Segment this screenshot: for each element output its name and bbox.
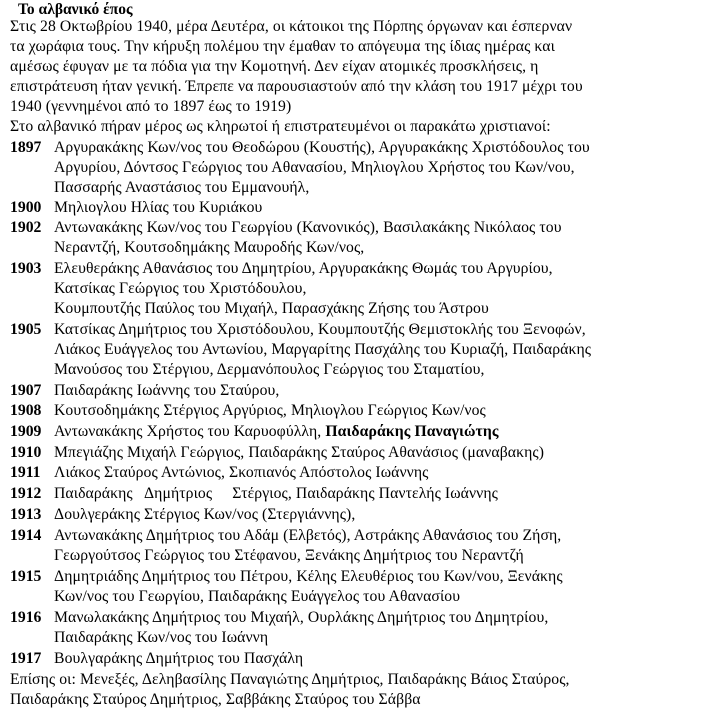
entry-line: Πασσαρής Αναστάσιος του Εμμανουήλ, bbox=[54, 179, 310, 196]
entry-line: Αργυρακάκης Κων/νος του Θεοδώρου (Κουστής), Αργυρακάκης Χριστόδουλος του bbox=[54, 139, 590, 156]
entry-line: Κατσίκας Γεώργιος του Χριστόδουλου, bbox=[54, 280, 307, 297]
entry-line: Βουλγαράκης Δημήτριος του Πασχάλη bbox=[54, 650, 304, 667]
year-label: 1903 bbox=[10, 260, 42, 277]
year-label: 1902 bbox=[10, 219, 42, 236]
entry-line: Παιδαράκης Δημήτριος Στέργιος, Παιδαράκης Παντελής Ιωάννης bbox=[54, 485, 498, 502]
year-label: 1908 bbox=[10, 402, 42, 419]
intro-line: Στις 28 Οκτωβρίου 1940, μέρα Δευτέρα, οι κάτοικοι της Πόρπης όργωναν και έσπερναν bbox=[10, 18, 573, 35]
entry-line: Κων/νος του Γεωργίου, Παιδαράκης Ευάγγελος του Αθανασίου bbox=[54, 588, 461, 605]
year-label: 1913 bbox=[10, 506, 42, 523]
year-label: 1912 bbox=[10, 485, 42, 502]
year-label: 1917 bbox=[10, 650, 42, 667]
year-label: 1909 bbox=[10, 423, 42, 440]
entry-line: Κουτσοδημάκης Στέργιος Αργύριος, Μηλιογλου Γεώργιος Κων/νος bbox=[54, 402, 486, 419]
intro-line: 1940 (γεννημένοι από το 1897 έως το 1919) bbox=[10, 98, 292, 115]
entry-line: Δουλγεράκης Στέργιος Κων/νος (Στεργιάννης), bbox=[54, 506, 356, 523]
year-label: 1897 bbox=[10, 139, 42, 156]
entry-line: Παιδαράκης Κων/νος του Ιωάννη bbox=[54, 629, 269, 646]
entry-line: Νεραντζή, Κουτσοδημάκης Μαυροδής Κων/νος, bbox=[54, 239, 365, 256]
year-label: 1910 bbox=[10, 444, 42, 461]
entry-line: Αντωνακάκης Δημήτριος του Αδάμ (Ελβετός), Αστράκης Αθανάσιος του Ζήση, bbox=[54, 527, 562, 544]
entry-line: Μανούσος του Στέργιου, Δερμανόπουλος Γεώργιος του Σταματίου, bbox=[54, 361, 485, 378]
entry-line: Λιάκος Ευάγγελος του Αντωνίου, Μαργαρίτης Πασχάλης του Κυριαζή, Παιδαράκης bbox=[54, 341, 592, 358]
closing-line: Παιδαράκης Σταύρος Δημήτριος, Σαββάκης Σταύρος του Σάββα bbox=[10, 691, 421, 708]
entry-line: Δημητριάδης Δημήτριος του Πέτρου, Κέλης Ελευθέριος του Κων/νου, Ξενάκης bbox=[54, 568, 563, 585]
entry-text: Αντωνακάκης Χρήστος του Καρυοφύλλη, bbox=[54, 423, 326, 440]
intro-line: Στο αλβανικό πήραν μέρος ως κληρωτοί ή επιστρατευμένοι οι παρακάτω χριστιανοί: bbox=[10, 118, 551, 135]
entry-line: Μανωλακάκης Δημήτριος του Μιχαήλ, Ουρλάκης Δημήτριος του Δημητρίου, bbox=[54, 609, 549, 626]
intro-line: επιστράτευση ήταν γενική. Έπρεπε να παρουσιαστούν από την κλάση του 1917 μέχρι του bbox=[10, 78, 583, 95]
year-label: 1907 bbox=[10, 382, 42, 399]
entry-line: Γεωργούτσος Γεώργιος του Στέφανου, Ξενάκης Δημήτριος του Νεραντζή bbox=[54, 547, 524, 564]
year-label: 1915 bbox=[10, 568, 42, 585]
entry-line: Αργυρίου, Δόντσος Γεώργιος του Αθανασίου, Μηλιογλου Χρήστος του Κων/νου, bbox=[54, 159, 575, 176]
highlighted-name: Παιδαράκης Παναγιώτης bbox=[325, 423, 499, 440]
year-label: 1916 bbox=[10, 609, 42, 626]
year-label: 1900 bbox=[10, 199, 42, 216]
entry-line: Μπεγιάζης Μιχαήλ Γεώργιος, Παιδαράκης Σταύρος Αθανάσιος (μαναβακης) bbox=[54, 444, 545, 461]
year-label: 1914 bbox=[10, 527, 42, 544]
year-label: 1911 bbox=[10, 464, 41, 481]
entry-line: Μηλιογλου Ηλίας του Κυριάκου bbox=[54, 199, 263, 216]
intro-line: τα χωράφια τους. Την κήρυξη πολέμου την έμαθαν το απόγευμα της ίδιας ημέρας και bbox=[10, 38, 555, 55]
entry-line: Κουμπουτζής Παύλος του Μιχαήλ, Παρασχάκης Ζήσης του Άστρου bbox=[54, 300, 489, 317]
document-title: Το αλβανικό έπος bbox=[18, 1, 133, 18]
entry-line: Ελευθεράκης Αθανάσιος του Δημητρίου, Αργυρακάκης Θωμάς του Αργυρίου, bbox=[54, 260, 553, 277]
closing-line: Επίσης οι: Μενεξές, Δεληβασίλης Παναγιώτης Δημήτριος, Παιδαράκης Βάιος Σταύρος, bbox=[10, 671, 570, 688]
entry-line: Κατσίκας Δημήτριος του Χριστόδουλου, Κουμπουτζής Θεμιστοκλής του Ξενοφών, bbox=[54, 321, 586, 338]
intro-line: αμέσως έφυγαν με τα πόδια για την Κομοτηνή. Δεν είχαν ατομικές προσκλήσεις, η bbox=[10, 58, 539, 75]
entry-line: Παιδαράκης Ιωάννης του Σταύρου, bbox=[54, 382, 280, 399]
entry-line: Λιάκος Σταύρος Αντώνιος, Σκοπιανός Απόστολος Ιωάννης bbox=[54, 464, 429, 481]
year-label: 1905 bbox=[10, 321, 42, 338]
entry-line bbox=[54, 422, 499, 442]
entry-line: Αντωνακάκης Κων/νος του Γεωργίου (Κανονικός), Βασιλακάκης Νικόλαος του bbox=[54, 219, 562, 236]
